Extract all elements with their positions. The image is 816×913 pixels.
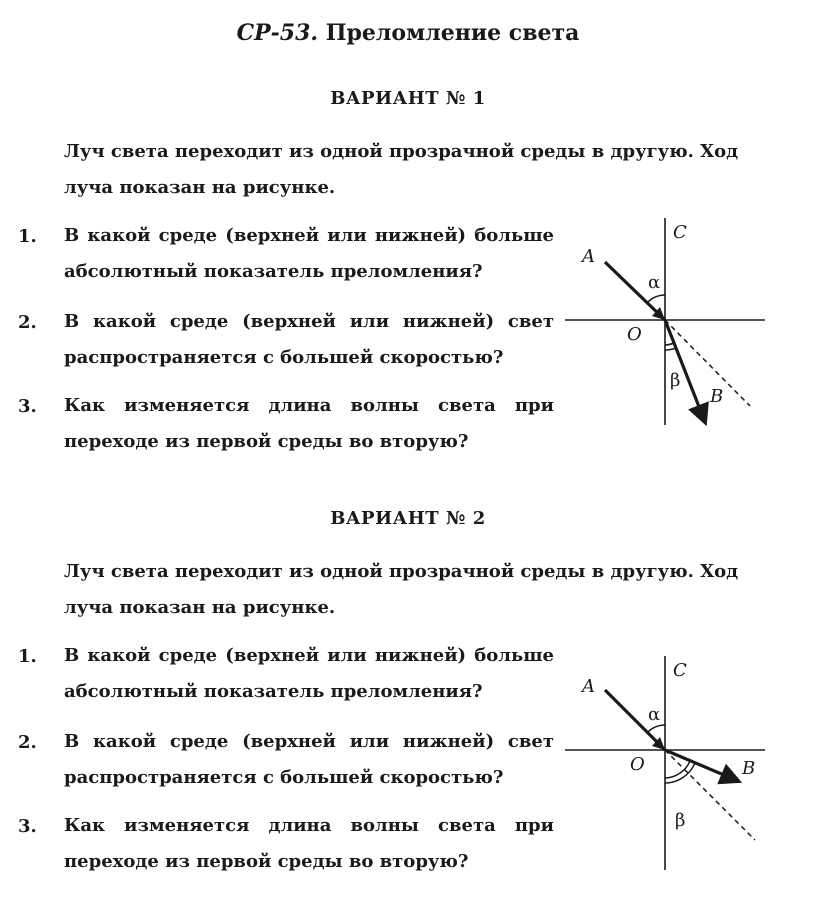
dashed-continuation [665,320,750,406]
variant-2-q3-number: 3. [18,816,37,837]
label-alpha: α [648,704,661,725]
label-a: A [582,246,595,267]
variant-1-q1-number: 1. [18,226,37,247]
label-alpha: α [648,272,661,293]
alpha-arc [647,295,665,303]
variant-1-q3-text: Как изменяется длина волны света при переходе из первой среды во вторую? [64,395,554,452]
variant-2-q2-text: В какой среде (верхней или нижней) свет распространяется с большей скоростью? [64,731,554,788]
variant-2-intro: Луч света переходит из одной прозрачной среды в другую. Ход луча показан на рисунке. [64,561,739,618]
alpha-arc [647,725,665,733]
title-name: Преломление света [325,20,580,46]
label-o: O [627,324,642,345]
variant-1-q3-number: 3. [18,396,37,417]
label-o: O [630,754,645,775]
beta-arc-outer [665,348,676,350]
page-title [0,20,816,46]
label-beta: β [675,810,686,831]
variant-2-q2-number: 2. [18,732,37,753]
label-b: B [742,758,756,779]
variant-1-heading: ВАРИАНТ № 1 [330,88,486,109]
label-c: C [673,660,687,681]
variant-1-q2-number: 2. [18,312,37,333]
variant-2-refraction-diagram [560,648,800,878]
variant-2-q3-text: Как изменяется длина волны света при переходе из первой среды во вторую? [64,815,554,872]
label-b: B [710,386,724,407]
variant-1-q2-text: В какой среде (верхней или нижней) свет распространяется с большей скоростью? [64,311,554,368]
variant-1-refraction-diagram [560,210,800,440]
refracted-ray [665,750,738,781]
variant-2-q1-number: 1. [18,646,37,667]
label-c: C [673,222,687,243]
variant-2-heading: ВАРИАНТ № 2 [330,508,486,529]
label-a: A [582,676,595,697]
title-code: СР-53. [236,20,319,46]
label-beta: β [670,370,681,391]
beta-arc [665,343,674,345]
variant-1-intro: Луч света переходит из одной прозрачной среды в другую. Ход луча показан на рисунке. [64,141,739,198]
variant-2-q1-text: В какой среде (верхней или нижней) больше абсолютный показатель преломления? [64,645,554,702]
variant-1-q1-text: В какой среде (верхней или нижней) больше абсолютный показатель преломления? [64,225,554,282]
